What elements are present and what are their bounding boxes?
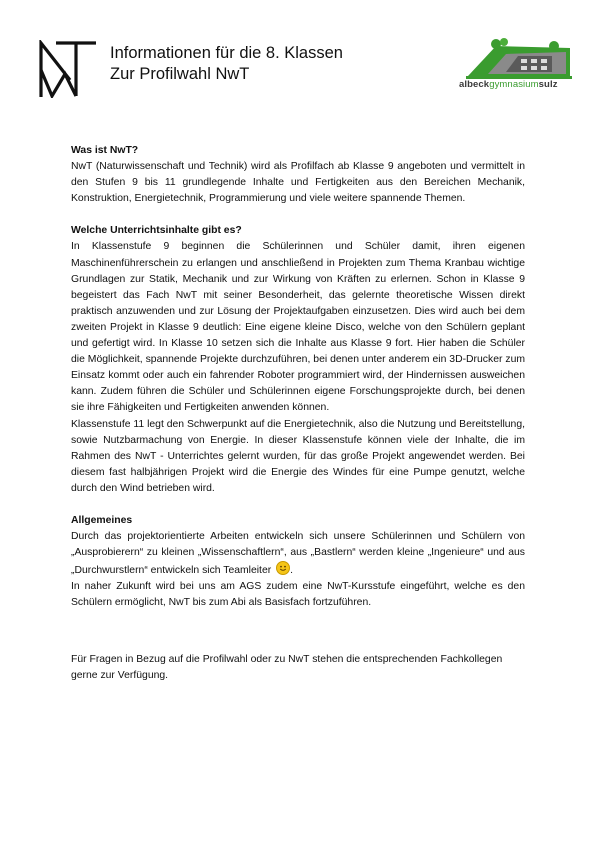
document-body	[71, 143, 525, 694]
section-heading: Allgemeines	[71, 514, 133, 526]
school-building-logo	[466, 36, 574, 84]
nwt-logo	[38, 40, 100, 98]
section-heading: Welche Unterrichtsinhalte gibt es?	[71, 225, 242, 237]
section-paragraph: In Klassenstufe 9 beginnen die Schülerinnen und Schüler damit, ihren eigenen Maschinenführerschein zu erlangen und anschließend in Projekten zum Thema Kranbau wichtige Grundlagen zur Statik, Mechanik und zur Wirkung von Kräften zu erlernen. Schon in Klasse 9 begeistert das Fach NwT mit seiner Besonderheit, das gelernte theoretische Wissen direkt praktisch anzuwenden und zur Lösung der Projektaufgaben einzusetzen. Dies wird auch bei dem zweiten Projekt in Klasse 9 deutlich: Eine eigene kleine Disco, welche von den Schülern geplant und gefertigt wird. In Klasse 10 setzen sich die Inhalte aus Klasse 9 fort. Hier haben die Schüler die Möglichkeit, spannende Projekte durchzuführen, bei denen unter anderem ein 3D-Drucker zum Einsatz kommt oder auch ein fahrender Roboter programmiert wird, der Hindernissen ausweichen kann. Zudem führen die Schüler und Schülerinnen eigene Forschungsprojekte durch, bei denen sie ihre Fähigkeiten und Fertigkeiten anwenden können.	[71, 241, 525, 414]
section-allgemeines	[71, 513, 525, 612]
school-name: albeckgymnasiumsulz	[459, 79, 558, 90]
title-line-1: Informationen für die 8. Klassen	[110, 44, 343, 62]
title-line-2: Zur Profilwahl NwT	[110, 65, 250, 83]
section-paragraph: In naher Zukunft wird bei uns am AGS zudem eine NwT-Kursstufe eingeführt, welche es den Schülern ermöglicht, NwT bis zum Abi als Basisfach fortzuführen.	[71, 581, 525, 609]
closing-note: Für Fragen in Bezug auf die Profilwahl oder zu NwT stehen die entsprechenden Fachkollegen gerne zur Verfügung.	[71, 653, 503, 681]
page-title	[110, 43, 343, 85]
section-paragraph-with-smiley: Durch das projektorientierte Arbeiten entwickeln sich unsere Schülerinnen und Schülern von „Ausprobierern“ zu kleinen „Wissenschaftlern“, aus „Bastlern“ werden kleine „Ingenieure“ und aus „Durchwurstlern“ entwickeln sich Teamleiter .	[71, 531, 525, 577]
section-heading: Was ist NwT?	[71, 145, 139, 156]
section-was-ist-nwt	[71, 143, 525, 207]
section-unterrichtsinhalte	[71, 223, 525, 497]
section-paragraph: Klassenstufe 11 legt den Schwerpunkt auf die Energietechnik, also die Nutzung und Bereitstellung, sowie Nutzbarmachung von Energie. In dieser Klassenstufe können viele der Inhalte, die im Rahmen des NwT - Unterrichtes gelernt wurden, für das große Projekt angewendet werden. Bei diesem fast halbjährigen Projekt wird die Energie des Windes für eine Pumpe genutzt, welche durch den Wind betrieben wird.	[71, 418, 525, 494]
section-paragraph: NwT (Naturwissenschaft und Technik) wird als Profilfach ab Klasse 9 angeboten und vermittelt in den Stufen 9 bis 11 grundlegende Inhalte und Fertigkeiten aus den Bereichen Mechanik, Konstruktion, Energietechnik, Programmierung und viele weitere spannende Themen.	[71, 161, 525, 205]
section-paragraph: Durch das projektorientierte Arbeiten entwickeln sich unsere Schülerinnen und Schülern von „Ausprobierern“ zu kleinen „Wissenschaftlern“, aus „Bastlern“ werden kleine „Ingenieure“ und aus „Durchwurstlern“ entwickeln sich Teamleiter	[71, 531, 525, 577]
smiley-icon	[276, 561, 290, 575]
